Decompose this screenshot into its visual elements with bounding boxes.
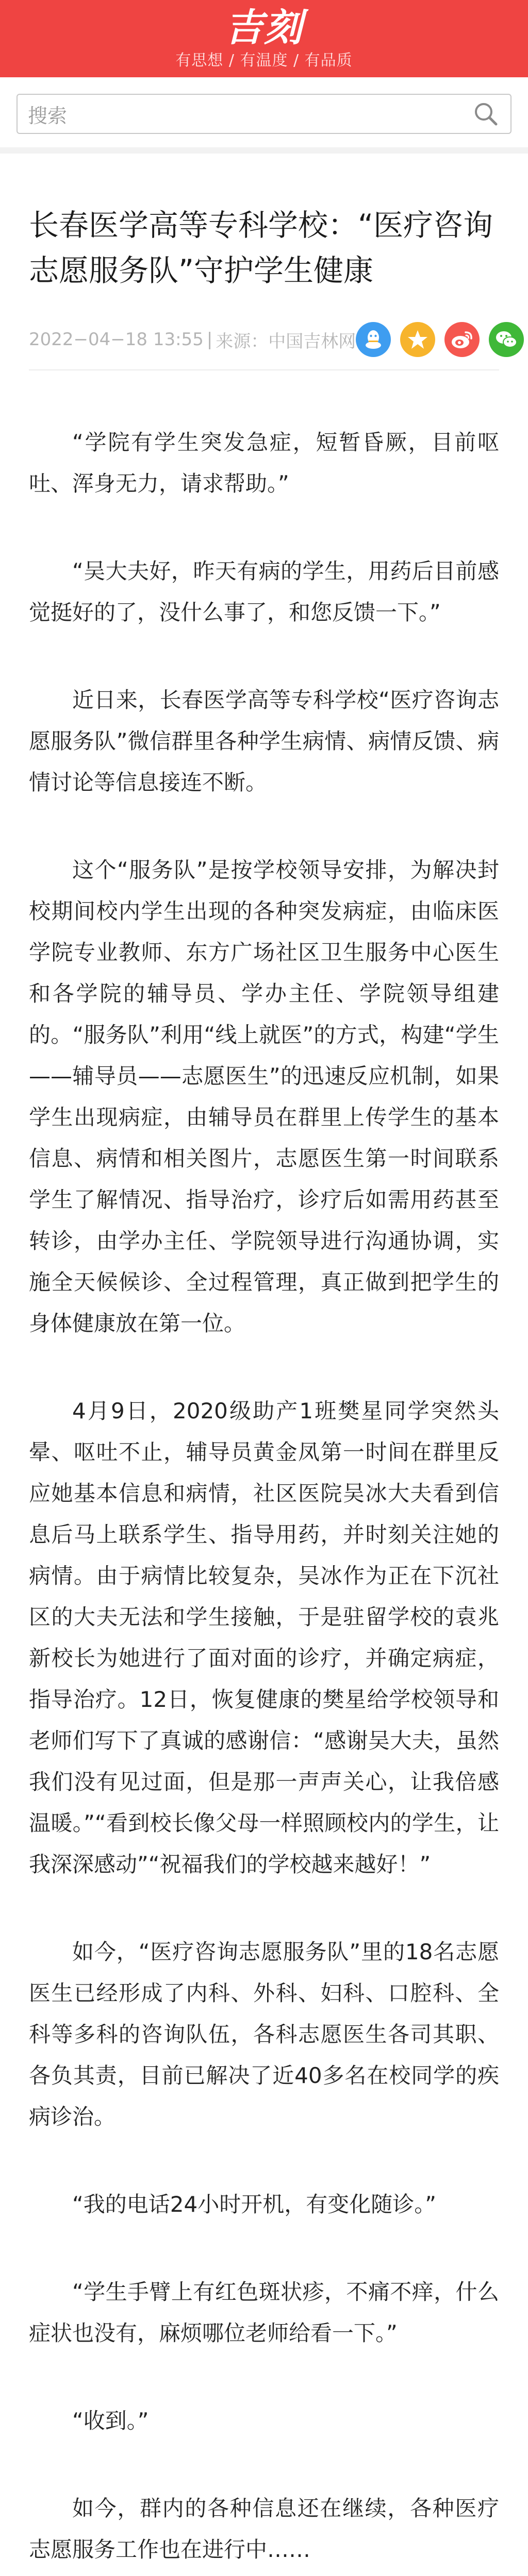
- article-title: 长春医学高等专科学校：“医疗咨询志愿服务队”守护学生健康: [29, 208, 493, 288]
- top-header-bar: [0, 0, 528, 77]
- article-paragraph: “吴大夫好，昨天有病的学生，用药后目前感觉挺好的了，没什么事了，和您反馈一下。”: [29, 558, 499, 625]
- article-paragraph: 近日来，长春医学高等专科学校“医疗咨询志愿服务队”微信群里各种学生病情、病情反馈、病情讨论等信息接连不断。: [29, 687, 499, 795]
- search-input[interactable]: [16, 94, 512, 134]
- article-paragraph: “我的电话24小时开机，有变化随诊。”: [72, 2192, 436, 2217]
- share-buttons: [356, 322, 524, 357]
- article-paragraph: 如今，“医疗咨询志愿服务队”里的18名志愿医生已经形成了内科、外科、妇科、口腔科、全科等多科的咨询队伍，各科志愿医生各司其职、各负其责，目前已解决了近40多名在校同学的疾病诊治。: [29, 1939, 499, 2129]
- publish-date: 2022−04−18 13:55: [29, 329, 204, 350]
- article: [0, 202, 528, 2576]
- site-slogan: 有思想 / 有温度 / 有品质: [175, 52, 353, 70]
- section-divider: [0, 147, 528, 154]
- meta-separator: |: [206, 329, 213, 350]
- article-paragraph: 这个“服务队”是按学校领导安排，为解决封校期间校内学生出现的各种突发病症，由临床医学院专业教师、东方广场社区卫生服务中心医生和各学院的辅导员、学办主任、学院领导组建的。“服务队”利用“线上就医”的方式，构建“学生——辅导员——志愿医生”的迅速反应机制，如果学生出现病症，由辅导员在群里上传学生的基本信息、病情和相关图片，志愿医生第一时间联系学生了解情况、指导治疗，诊疗后如需用药甚至转诊，由学办主任、学院领导进行沟通协调，实施全天候候诊、全过程管理，真正做到把学生的身体健康放在第一位。: [29, 857, 499, 1336]
- source-name: 中国吉林网: [268, 331, 356, 352]
- article-paragraph: “学院有学生突发急症，短暂昏厥，目前呕吐、浑身无力，请求帮助。”: [29, 430, 499, 496]
- wechat-icon[interactable]: [489, 322, 524, 357]
- article-paragraph: 如今，群内的各种信息还在继续，各种医疗志愿服务工作也在进行中……: [29, 2496, 499, 2562]
- search-placeholder: 搜索: [28, 104, 68, 127]
- site-logo[interactable]: 吉刻: [225, 6, 303, 50]
- article-paragraph: 4月9日，2020级助产1班樊星同学突然头晕、呕吐不止，辅导员黄金凤第一时间在群里反应她基本信息和病情，社区医院吴冰大夫看到信息后马上联系学生、指导用药，并时刻关注她的病情。由于病情比较复杂，吴冰作为正在下沉社区的大夫无法和学生接触，于是驻留学校的袁兆新校长为她进行了面对面的诊疗，并确定病症，指导治疗。12日，恢复健康的樊星给学校领导和老师们写下了真诚的感谢信：“感谢吴大夫，虽然我们没有见过面，但是那一声声关心，让我倍感温暖。”“看到校长像父母一样照顾校内的学生，让我深深感动”“祝福我们的学校越来越好！”: [29, 1398, 499, 1877]
- article-meta-row: [29, 319, 499, 360]
- source-label: 来源：: [216, 331, 269, 352]
- search-area: [0, 77, 528, 134]
- article-paragraph: “学生手臂上有红色斑状疹，不痛不痒，什么症状也没有，麻烦哪位老师给看一下。”: [29, 2279, 499, 2346]
- meta-divider: [29, 369, 499, 370]
- qzone-icon[interactable]: [400, 322, 435, 357]
- qq-icon[interactable]: [356, 322, 391, 357]
- search-icon[interactable]: [471, 99, 500, 128]
- article-paragraph: “收到。”: [72, 2408, 149, 2433]
- article-meta: [29, 327, 356, 352]
- weibo-icon[interactable]: [444, 322, 480, 357]
- article-body: [29, 422, 499, 2576]
